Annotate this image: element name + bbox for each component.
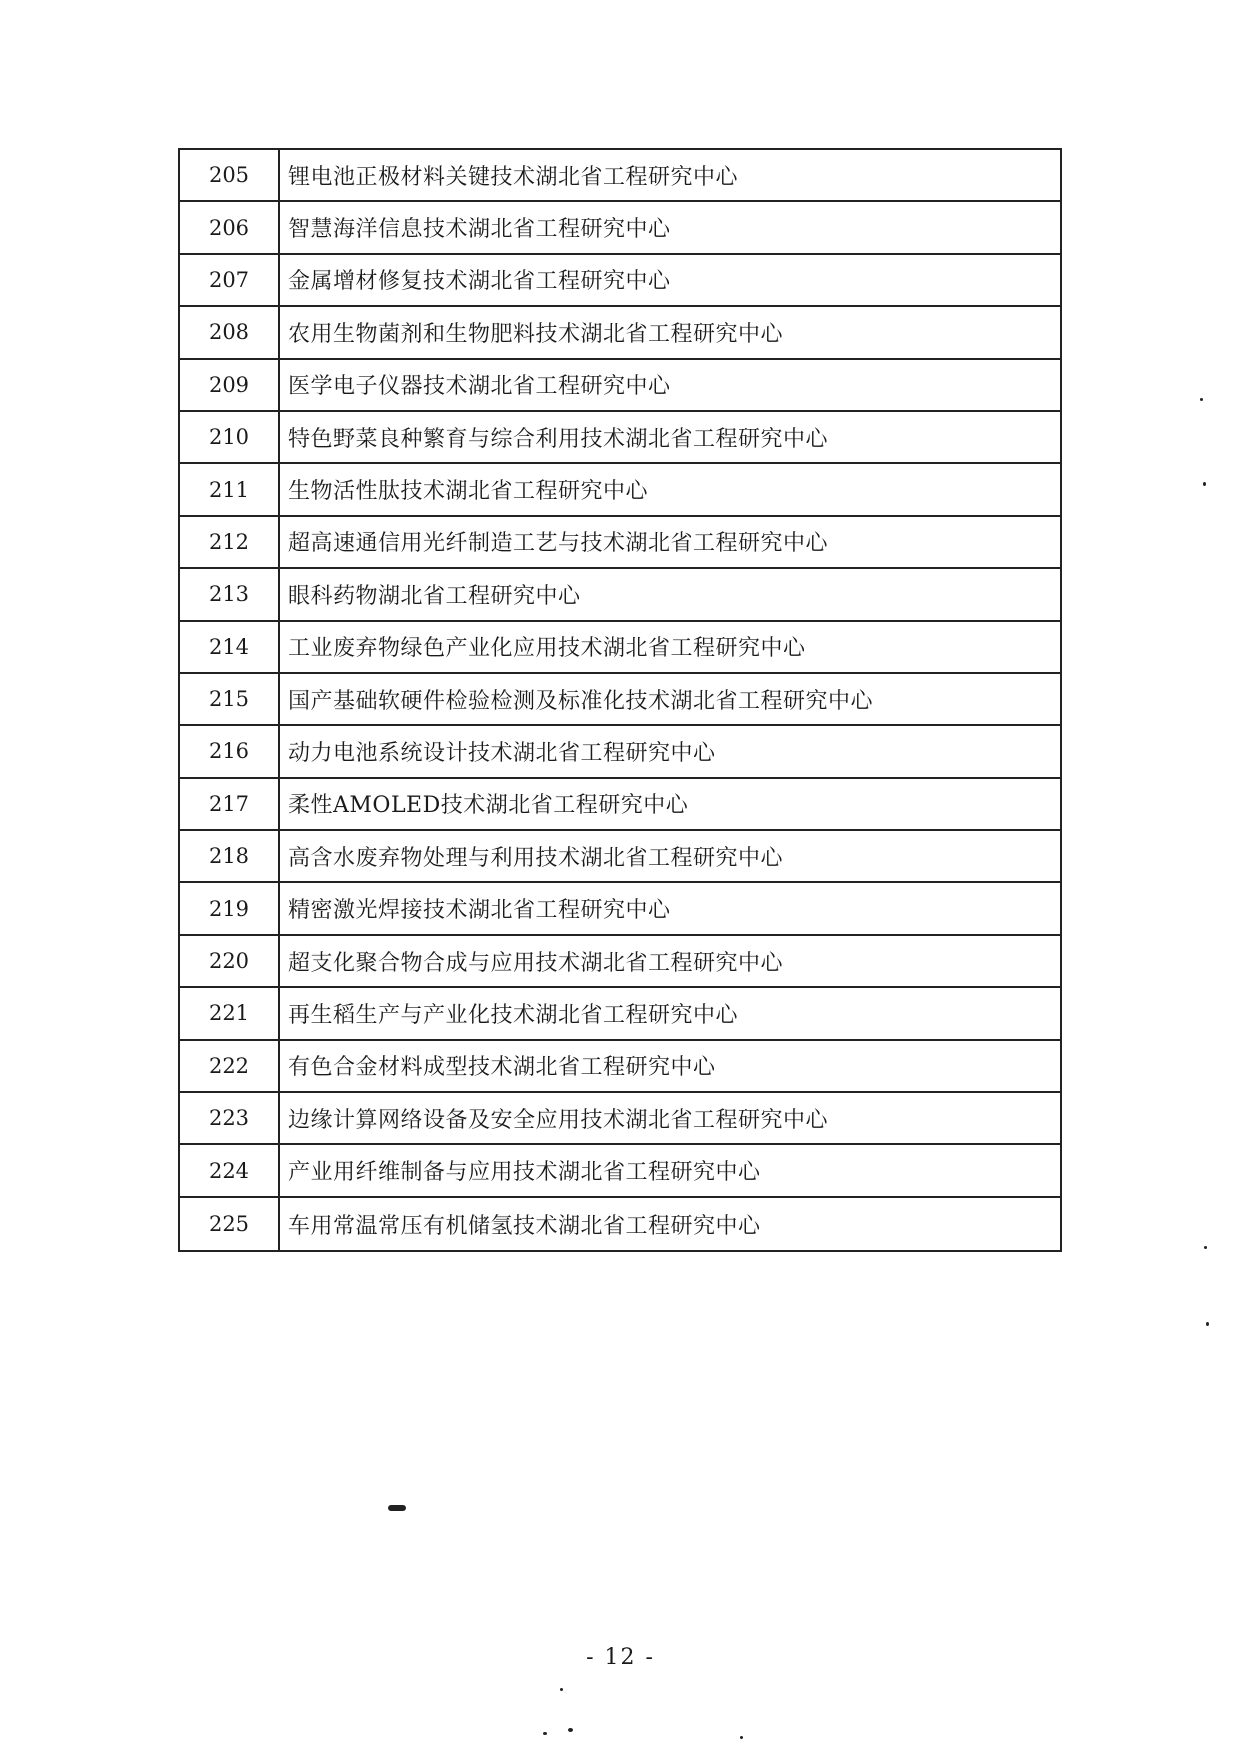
table-row bbox=[180, 779, 1060, 831]
center-name: 生物活性肽技术湖北省工程研究中心 bbox=[288, 479, 649, 505]
centers-table bbox=[178, 148, 1062, 1252]
center-name: 眼科药物湖北省工程研究中心 bbox=[288, 583, 581, 609]
row-number: 207 bbox=[180, 255, 280, 305]
table-row bbox=[180, 1145, 1060, 1197]
row-number: 215 bbox=[180, 674, 280, 724]
table-row bbox=[180, 464, 1060, 516]
row-number: 224 bbox=[180, 1145, 280, 1195]
table-row bbox=[180, 674, 1060, 726]
center-name: 锂电池正极材料关键技术湖北省工程研究中心 bbox=[288, 164, 739, 190]
table-row bbox=[180, 883, 1060, 935]
table-row bbox=[180, 517, 1060, 569]
center-name: 柔性AMOLED技术湖北省工程研究中心 bbox=[288, 793, 689, 819]
row-number: 217 bbox=[180, 779, 280, 829]
table-row bbox=[180, 412, 1060, 464]
center-name: 国产基础软硬件检验检测及标准化技术湖北省工程研究中心 bbox=[288, 688, 874, 714]
center-name: 智慧海洋信息技术湖北省工程研究中心 bbox=[288, 217, 671, 243]
scan-speck bbox=[568, 1728, 573, 1732]
table-row bbox=[180, 307, 1060, 359]
row-number: 211 bbox=[180, 464, 280, 514]
center-name: 超高速通信用光纤制造工艺与技术湖北省工程研究中心 bbox=[288, 531, 829, 557]
scan-speck bbox=[543, 1732, 547, 1735]
row-number: 210 bbox=[180, 412, 280, 462]
center-name: 有色合金材料成型技术湖北省工程研究中心 bbox=[288, 1055, 716, 1081]
table-row bbox=[180, 1198, 1060, 1250]
table-row bbox=[180, 726, 1060, 778]
row-number: 212 bbox=[180, 517, 280, 567]
table-row bbox=[180, 831, 1060, 883]
center-name: 医学电子仪器技术湖北省工程研究中心 bbox=[288, 374, 671, 400]
table-row bbox=[180, 202, 1060, 254]
row-number: 209 bbox=[180, 360, 280, 410]
row-number: 222 bbox=[180, 1041, 280, 1091]
center-name: 动力电池系统设计技术湖北省工程研究中心 bbox=[288, 740, 716, 766]
center-name: 边缘计算网络设备及安全应用技术湖北省工程研究中心 bbox=[288, 1107, 829, 1133]
row-number: 213 bbox=[180, 569, 280, 619]
scan-speck bbox=[1204, 1246, 1207, 1249]
center-name: 农用生物菌剂和生物肥料技术湖北省工程研究中心 bbox=[288, 321, 784, 347]
center-name: 超支化聚合物合成与应用技术湖北省工程研究中心 bbox=[288, 950, 784, 976]
row-number: 219 bbox=[180, 883, 280, 933]
page-number: - 12 - bbox=[586, 1645, 655, 1670]
table-row bbox=[180, 569, 1060, 621]
table-row bbox=[180, 622, 1060, 674]
center-name: 再生稻生产与产业化技术湖北省工程研究中心 bbox=[288, 1002, 739, 1028]
center-name: 车用常温常压有机储氢技术湖北省工程研究中心 bbox=[288, 1213, 761, 1239]
scan-speck bbox=[1206, 1322, 1209, 1326]
scan-speck bbox=[1200, 398, 1203, 401]
center-name: 金属增材修复技术湖北省工程研究中心 bbox=[288, 269, 671, 295]
row-number: 216 bbox=[180, 726, 280, 776]
scan-speck bbox=[388, 1505, 406, 1511]
scan-speck bbox=[560, 1688, 563, 1691]
row-number: 221 bbox=[180, 988, 280, 1038]
row-number: 205 bbox=[180, 150, 280, 200]
row-number: 225 bbox=[180, 1198, 280, 1250]
center-name: 产业用纤维制备与应用技术湖北省工程研究中心 bbox=[288, 1160, 761, 1186]
table-row bbox=[180, 255, 1060, 307]
center-name: 特色野菜良种繁育与综合利用技术湖北省工程研究中心 bbox=[288, 426, 829, 452]
row-number: 214 bbox=[180, 622, 280, 672]
row-number: 208 bbox=[180, 307, 280, 357]
row-number: 206 bbox=[180, 202, 280, 252]
table-row bbox=[180, 988, 1060, 1040]
scan-speck bbox=[740, 1736, 743, 1739]
table-row bbox=[180, 1093, 1060, 1145]
table-row bbox=[180, 936, 1060, 988]
row-number: 223 bbox=[180, 1093, 280, 1143]
row-number: 220 bbox=[180, 936, 280, 986]
table-row bbox=[180, 360, 1060, 412]
center-name: 工业废弃物绿色产业化应用技术湖北省工程研究中心 bbox=[288, 636, 806, 662]
scan-speck bbox=[1203, 482, 1206, 486]
table-row bbox=[180, 150, 1060, 202]
center-name: 精密激光焊接技术湖北省工程研究中心 bbox=[288, 898, 671, 924]
center-name: 高含水废弃物处理与利用技术湖北省工程研究中心 bbox=[288, 845, 784, 871]
table-row bbox=[180, 1041, 1060, 1093]
row-number: 218 bbox=[180, 831, 280, 881]
